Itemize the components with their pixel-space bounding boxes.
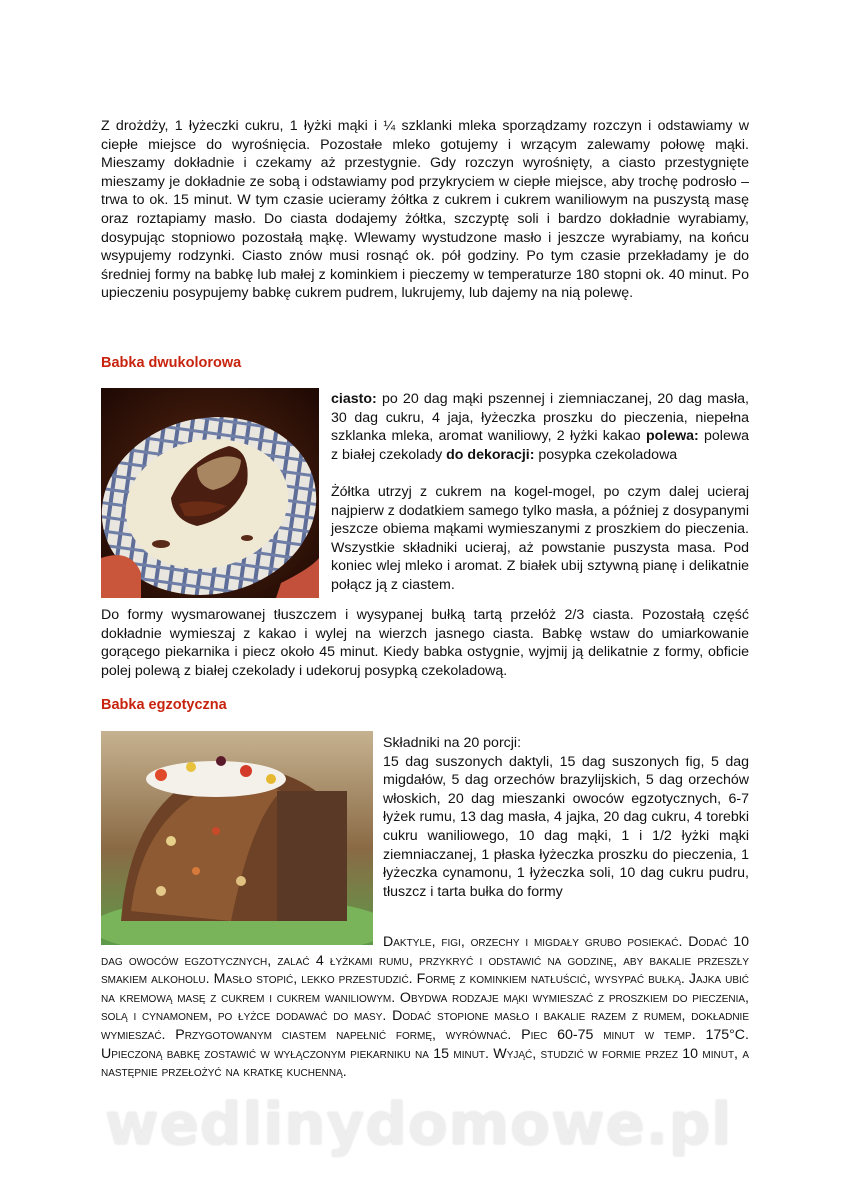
recipe2-ingredients-block [383, 734, 749, 901]
ciasto-text: po 20 dag mąki pszennej i ziemniaczanej, 20 dag masła, 30 dag cukru, 4 jaja, łyżeczka proszku do pieczenia, niepełna szklanka mleka, aromat waniliowy, 2 łyżki kakao [331, 391, 749, 445]
recipe1-method-side: Żółtka utrzyj z cukrem na kogel-mogel, po czym dalej ucieraj najpierw z dodatkiem samego tylko masła, a później z dosypanymi jeszcze obiema mąkami wymieszanymi z proszkiem do pieczenia. Wszystkie składniki ucieraj, aż powstanie puszysta masa. Pod koniec wlej mleko i aromat. Z białek ubij sztywną pianę i delikatnie połącz ją z ciastem. [331, 483, 749, 593]
recipe2-method-text: Daktyle, figi, orzechy i migdały grubo posiekać. Dodać 10 dag owoców egzotycznych, zalać 4 łyżkami rumu, przykryć i odstawić na godzinę, aby bakalie przeszły smakiem alkoholu. Masło stopić, lekko przestudzić. Formę z kominkiem natłuścić, wysypać bułką. Jajka ubić na kremową masę z cukrem i cukrem waniliowym. Obydwa rodzaje mąki wymieszać z proszkiem do pieczenia, solą i cynamonem, po łyżce dodawać do masy. Dodać stopione masło i bakalie razem z rumem, dokładnie wymieszać. Przygotowanym ciastem napełnić formę, wyrównać. Piec 60-75 minut w temp. 175°C. Upieczoną babkę zostawić w wyłączonym piekarniku na 15 minut. Wyjąć, studzić w formie przez 10 minut, a następnie przełożyć na kratkę kuchenną. [101, 934, 749, 1081]
polewa-label: polewa: [645, 428, 699, 445]
recipe2-method [101, 933, 749, 1082]
polewa-text: polewa z białej czekolady [331, 428, 749, 463]
watermark: wedlinydomowe.pl [105, 1090, 733, 1158]
dekoracji-label: do dekoracji: [446, 446, 535, 463]
recipe1-ingredients-block [331, 390, 749, 595]
babka-dwukolorowa-photo [101, 388, 319, 598]
dekoracji-text: posypka czekoladowa [534, 446, 678, 463]
babka-egzotyczna-photo [101, 731, 373, 945]
intro-paragraph: Z drożdży, 1 łyżeczki cukru, 1 łyżki mąki i ¼ szklanki mleka sporządzamy rozczyn i odstawiamy w ciepłe miejsce do wyrośnięcia. Pozostałe mleko gotujemy i wrzącym zalewamy połowę mąki. Mieszamy dokładnie i czekamy aż przestygnie. Gdy rozczyn wyrośnięty, a ciasto przestygnięte mieszamy je dokładnie ze sobą i odstawiamy pod przykryciem w ciepłe miejsce, aby trochę podrosło – trwa to ok. 15 minut. W tym czasie ucieramy żółtka z cukrem i cukrem waniliowym na puszystą masę oraz roztapiamy masło. Do ciasta dodajemy żółtka, szczyptę soli i bardzo dokładnie wyrabiamy, dosypując stopniowo pozostałą mąkę. Wlewamy wystudzone masło i jeszcze wyrabiamy, na końcu wsypujemy rodzynki. Ciasto znów musi rosnąć ok. pół godziny. Po tym czasie przekładamy je do średniej formy na babkę lub małej z kominkiem i pieczemy w temperaturze 180 stopni ok. 40 minut. Po upieczeniu posypujemy babkę cukrem pudrem, lukrujemy, lub dajemy na nią polewę. [101, 118, 749, 302]
recipe2-portions: Składniki na 20 porcji: [383, 735, 522, 751]
ciasto-label: ciasto: [331, 391, 377, 407]
recipe2-ingredients: 15 dag suszonych daktyli, 15 dag suszonych fig, 5 dag migdałów, 5 dag orzechów brazylijskich, 5 dag orzechów włoskich, 20 dag mieszanki owoców egzotycznych, 6-7 łyżek rumu, 13 dag masła, 4 jajka, 20 dag cukru, 4 torebki cukru waniliowego, 10 dag mąki, 1 i 1/2 łyżki mąki ziemniaczanej, 1 płaska łyżeczka proszku do pieczenia, 1 łyżeczka cynamonu, 1 łyżeczka soli, 10 dag cukru pudru, tłuszcz i tarta bułka do formy [383, 753, 749, 900]
recipe2-title: Babka egzotyczna [101, 697, 227, 713]
recipe1-ingredients [331, 390, 749, 464]
recipe1-title: Babka dwukolorowa [101, 355, 242, 371]
recipe1-method-full: Do formy wysmarowanej tłuszczem i wysypanej bułką tartą przełóż 2/3 ciasta. Pozostałą część dokładnie wymieszaj z kakao i wylej na wierzch jasnego ciasta. Babkę wstaw do umiarkowanie gorącego piekarnika i piecz około 45 minut. Kiedy babka ostygnie, wyjmij ją delikatnie z formy, obficie polej polewą z białej czekolady i udekoruj posypką czekoladową. [101, 607, 749, 679]
